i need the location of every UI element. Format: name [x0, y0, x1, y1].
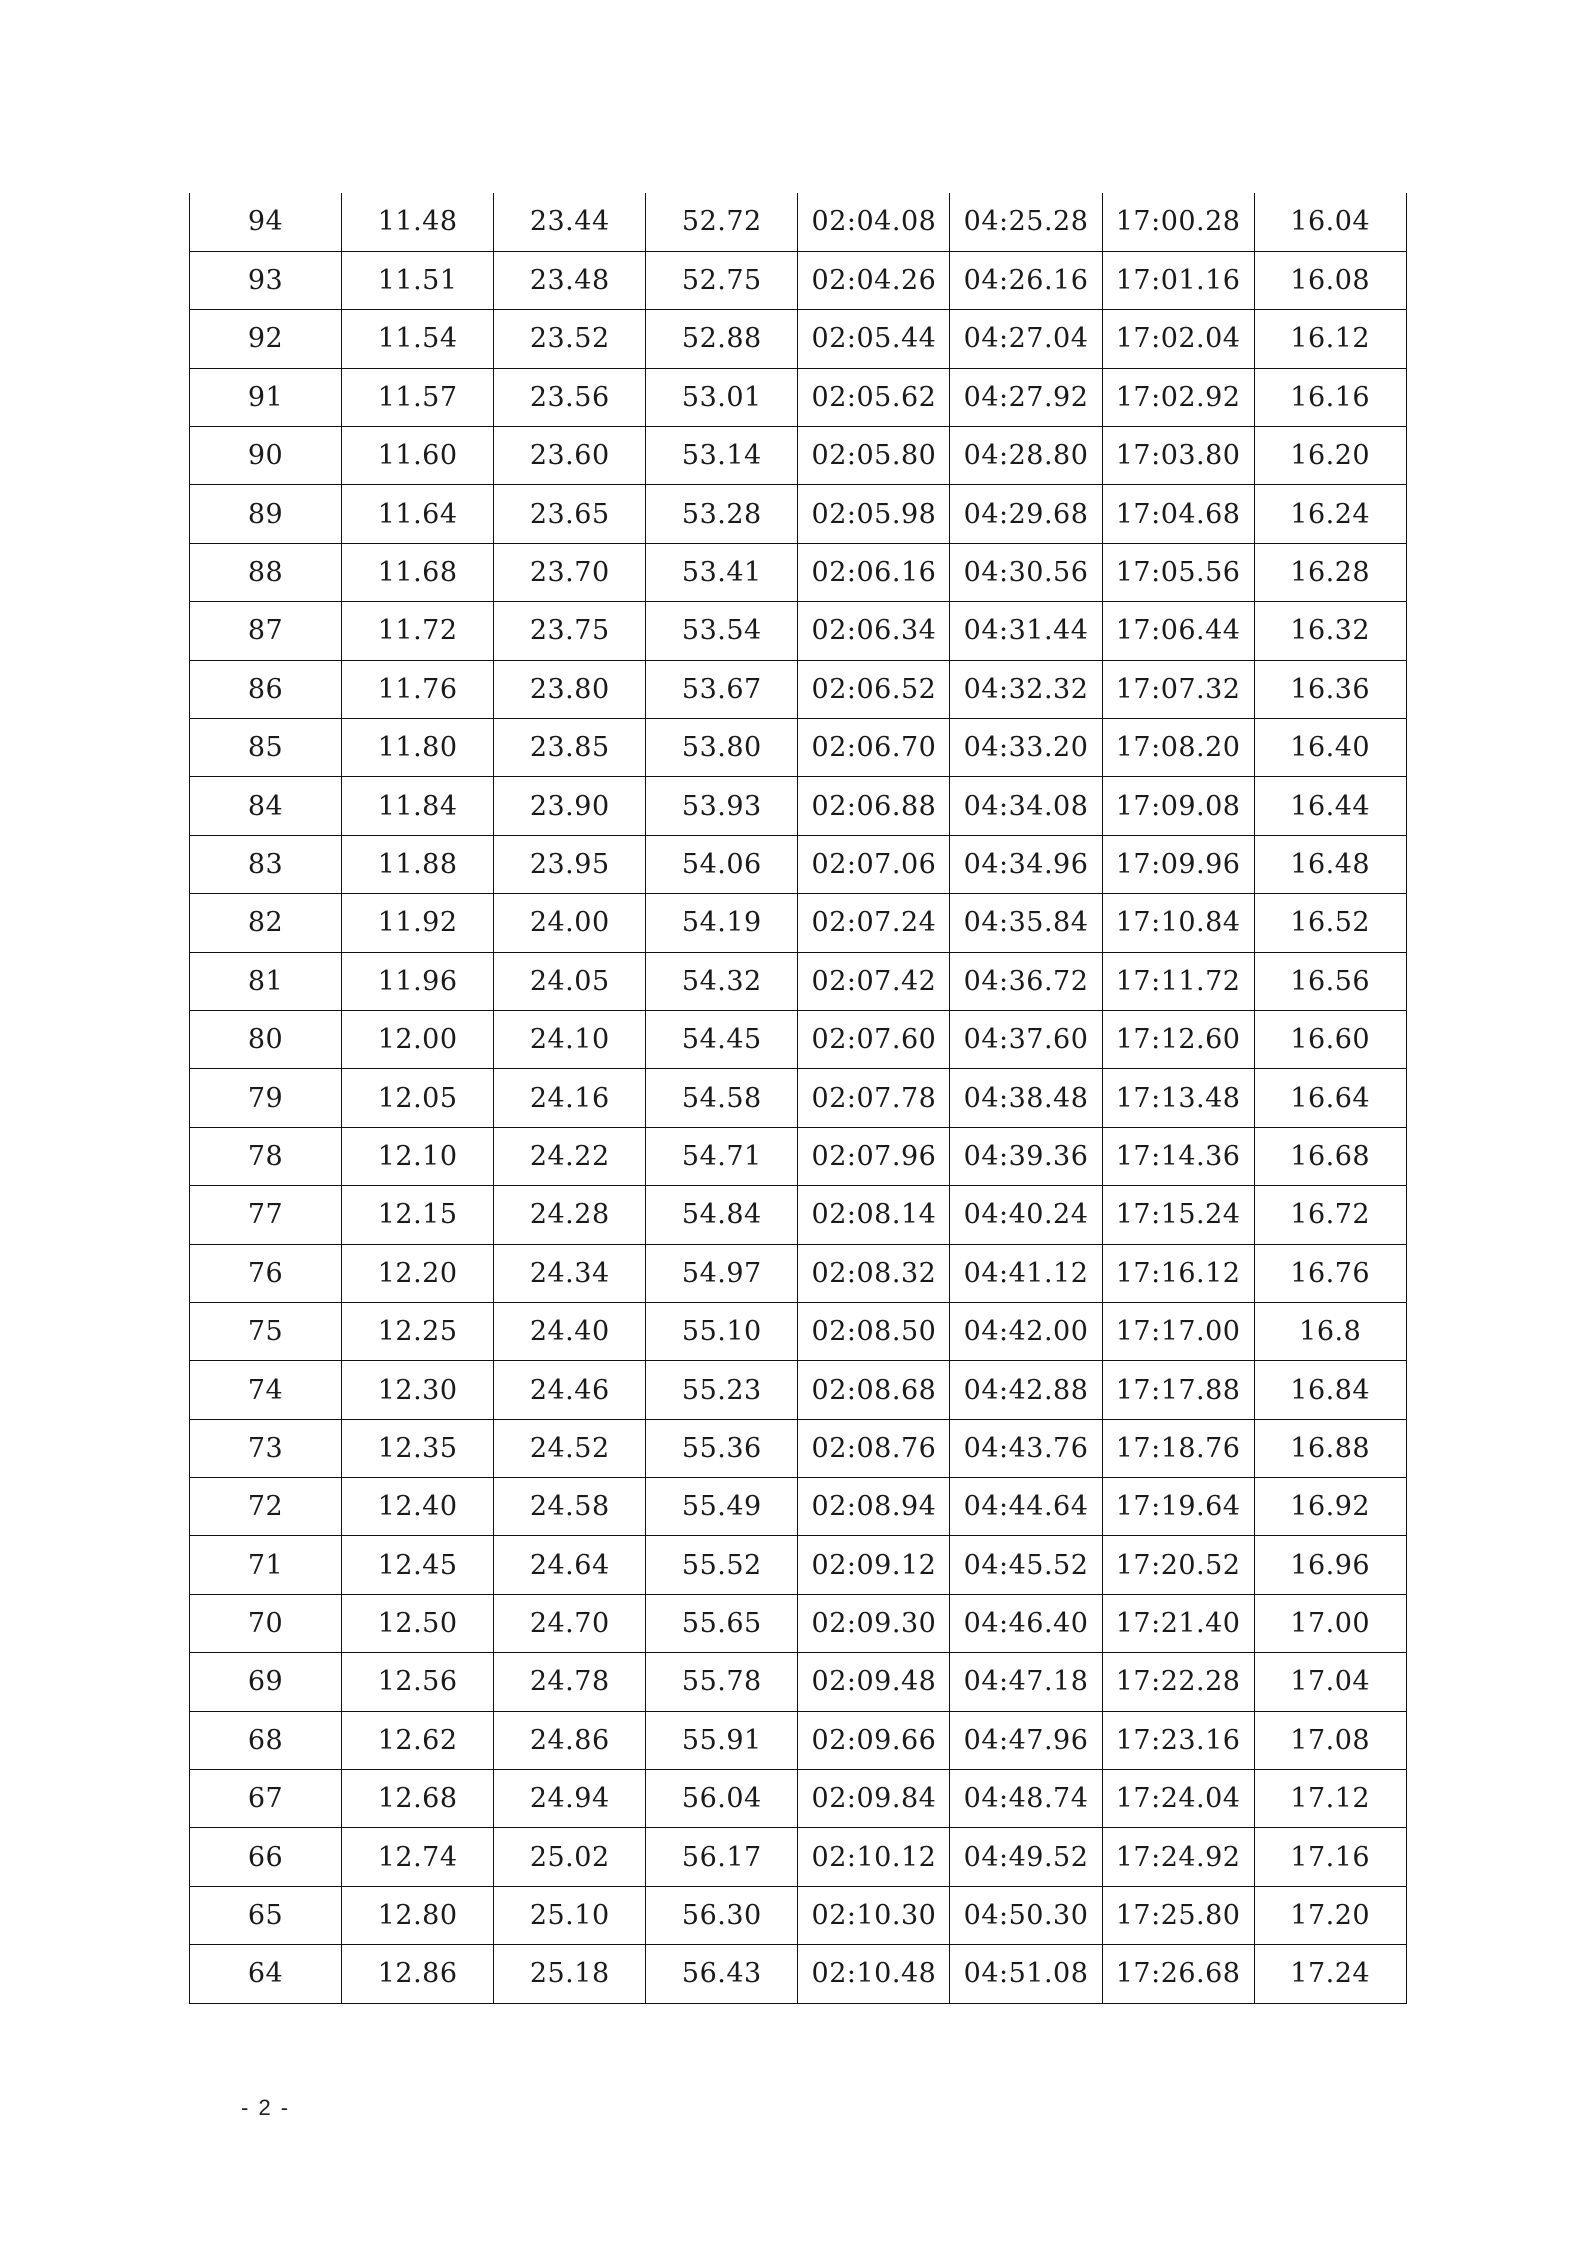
value-cell: 23.85: [494, 719, 646, 777]
value-cell: 17:00.28: [1102, 193, 1254, 251]
value-cell: 23.70: [494, 543, 646, 601]
value-cell: 11.88: [342, 835, 494, 893]
value-cell: 04:34.96: [950, 835, 1102, 893]
score-table: [189, 193, 1407, 2004]
value-cell: 12.45: [342, 1536, 494, 1594]
value-cell: 17:09.08: [1102, 777, 1254, 835]
value-cell: 04:37.60: [950, 1010, 1102, 1068]
value-cell: 52.72: [646, 193, 798, 251]
value-cell: 16.52: [1254, 894, 1406, 952]
value-cell: 04:27.04: [950, 310, 1102, 368]
value-cell: 54.71: [646, 1127, 798, 1185]
score-cell: 79: [190, 1069, 342, 1127]
value-cell: 24.10: [494, 1010, 646, 1068]
value-cell: 04:39.36: [950, 1127, 1102, 1185]
value-cell: 16.28: [1254, 543, 1406, 601]
value-cell: 04:38.48: [950, 1069, 1102, 1127]
value-cell: 02:04.26: [798, 251, 950, 309]
value-cell: 24.52: [494, 1419, 646, 1477]
value-cell: 11.92: [342, 894, 494, 952]
value-cell: 17:22.28: [1102, 1653, 1254, 1711]
table-row: [190, 1886, 1407, 1944]
value-cell: 16.08: [1254, 251, 1406, 309]
table-row: [190, 1653, 1407, 1711]
table-row: [190, 1828, 1407, 1886]
value-cell: 17:26.68: [1102, 1945, 1254, 2003]
value-cell: 02:05.44: [798, 310, 950, 368]
table-row: [190, 660, 1407, 718]
value-cell: 17:09.96: [1102, 835, 1254, 893]
value-cell: 04:36.72: [950, 952, 1102, 1010]
score-table-body: [190, 193, 1407, 2003]
value-cell: 54.32: [646, 952, 798, 1010]
value-cell: 16.40: [1254, 719, 1406, 777]
score-cell: 83: [190, 835, 342, 893]
value-cell: 56.43: [646, 1945, 798, 2003]
value-cell: 04:25.28: [950, 193, 1102, 251]
table-row: [190, 1711, 1407, 1769]
value-cell: 55.36: [646, 1419, 798, 1477]
table-row: [190, 1244, 1407, 1302]
score-cell: 87: [190, 602, 342, 660]
value-cell: 16.36: [1254, 660, 1406, 718]
value-cell: 53.41: [646, 543, 798, 601]
table-row: [190, 835, 1407, 893]
value-cell: 17:05.56: [1102, 543, 1254, 601]
table-row: [190, 368, 1407, 426]
value-cell: 02:07.24: [798, 894, 950, 952]
value-cell: 02:08.50: [798, 1302, 950, 1360]
score-cell: 89: [190, 485, 342, 543]
value-cell: 17.24: [1254, 1945, 1406, 2003]
value-cell: 52.88: [646, 310, 798, 368]
score-cell: 69: [190, 1653, 342, 1711]
value-cell: 17:12.60: [1102, 1010, 1254, 1068]
table-row: [190, 1127, 1407, 1185]
score-cell: 70: [190, 1594, 342, 1652]
table-row: [190, 602, 1407, 660]
table-row: [190, 310, 1407, 368]
score-cell: 90: [190, 427, 342, 485]
value-cell: 02:09.48: [798, 1653, 950, 1711]
value-cell: 02:10.48: [798, 1945, 950, 2003]
value-cell: 02:09.12: [798, 1536, 950, 1594]
value-cell: 11.76: [342, 660, 494, 718]
value-cell: 16.32: [1254, 602, 1406, 660]
value-cell: 16.68: [1254, 1127, 1406, 1185]
score-cell: 88: [190, 543, 342, 601]
value-cell: 11.48: [342, 193, 494, 251]
value-cell: 11.84: [342, 777, 494, 835]
value-cell: 54.84: [646, 1186, 798, 1244]
score-cell: 86: [190, 660, 342, 718]
value-cell: 17:16.12: [1102, 1244, 1254, 1302]
value-cell: 16.16: [1254, 368, 1406, 426]
value-cell: 12.86: [342, 1945, 494, 2003]
value-cell: 02:06.70: [798, 719, 950, 777]
value-cell: 23.60: [494, 427, 646, 485]
value-cell: 16.48: [1254, 835, 1406, 893]
value-cell: 17.16: [1254, 1828, 1406, 1886]
value-cell: 23.48: [494, 251, 646, 309]
score-cell: 73: [190, 1419, 342, 1477]
value-cell: 53.80: [646, 719, 798, 777]
value-cell: 55.52: [646, 1536, 798, 1594]
value-cell: 17:24.92: [1102, 1828, 1254, 1886]
value-cell: 16.8: [1254, 1302, 1406, 1360]
value-cell: 04:47.18: [950, 1653, 1102, 1711]
value-cell: 02:06.34: [798, 602, 950, 660]
value-cell: 16.88: [1254, 1419, 1406, 1477]
value-cell: 11.64: [342, 485, 494, 543]
value-cell: 12.56: [342, 1653, 494, 1711]
score-cell: 67: [190, 1770, 342, 1828]
value-cell: 16.84: [1254, 1361, 1406, 1419]
value-cell: 56.30: [646, 1886, 798, 1944]
value-cell: 17:18.76: [1102, 1419, 1254, 1477]
value-cell: 11.80: [342, 719, 494, 777]
value-cell: 04:30.56: [950, 543, 1102, 601]
value-cell: 02:06.88: [798, 777, 950, 835]
value-cell: 12.10: [342, 1127, 494, 1185]
score-cell: 85: [190, 719, 342, 777]
value-cell: 17:02.04: [1102, 310, 1254, 368]
value-cell: 02:09.66: [798, 1711, 950, 1769]
value-cell: 04:48.74: [950, 1770, 1102, 1828]
value-cell: 17:13.48: [1102, 1069, 1254, 1127]
value-cell: 24.00: [494, 894, 646, 952]
value-cell: 04:29.68: [950, 485, 1102, 543]
value-cell: 12.40: [342, 1478, 494, 1536]
table-row: [190, 543, 1407, 601]
value-cell: 54.58: [646, 1069, 798, 1127]
value-cell: 11.72: [342, 602, 494, 660]
value-cell: 55.91: [646, 1711, 798, 1769]
value-cell: 12.30: [342, 1361, 494, 1419]
table-row: [190, 777, 1407, 835]
value-cell: 16.12: [1254, 310, 1406, 368]
value-cell: 16.04: [1254, 193, 1406, 251]
value-cell: 24.22: [494, 1127, 646, 1185]
value-cell: 11.54: [342, 310, 494, 368]
value-cell: 24.16: [494, 1069, 646, 1127]
value-cell: 02:05.80: [798, 427, 950, 485]
value-cell: 53.14: [646, 427, 798, 485]
table-row: [190, 719, 1407, 777]
value-cell: 55.78: [646, 1653, 798, 1711]
value-cell: 17:15.24: [1102, 1186, 1254, 1244]
score-cell: 75: [190, 1302, 342, 1360]
table-row: [190, 485, 1407, 543]
score-cell: 92: [190, 310, 342, 368]
value-cell: 17:02.92: [1102, 368, 1254, 426]
table-row: [190, 1419, 1407, 1477]
value-cell: 02:05.62: [798, 368, 950, 426]
value-cell: 56.04: [646, 1770, 798, 1828]
score-cell: 78: [190, 1127, 342, 1185]
value-cell: 23.75: [494, 602, 646, 660]
table-row: [190, 1361, 1407, 1419]
value-cell: 53.67: [646, 660, 798, 718]
value-cell: 02:09.84: [798, 1770, 950, 1828]
value-cell: 02:06.16: [798, 543, 950, 601]
value-cell: 23.80: [494, 660, 646, 718]
value-cell: 04:47.96: [950, 1711, 1102, 1769]
value-cell: 04:33.20: [950, 719, 1102, 777]
score-cell: 93: [190, 251, 342, 309]
value-cell: 04:50.30: [950, 1886, 1102, 1944]
table-row: [190, 952, 1407, 1010]
value-cell: 04:42.88: [950, 1361, 1102, 1419]
score-cell: 72: [190, 1478, 342, 1536]
value-cell: 02:08.14: [798, 1186, 950, 1244]
value-cell: 04:27.92: [950, 368, 1102, 426]
value-cell: 16.96: [1254, 1536, 1406, 1594]
value-cell: 02:08.68: [798, 1361, 950, 1419]
value-cell: 17.12: [1254, 1770, 1406, 1828]
value-cell: 24.05: [494, 952, 646, 1010]
value-cell: 04:31.44: [950, 602, 1102, 660]
score-cell: 68: [190, 1711, 342, 1769]
value-cell: 24.86: [494, 1711, 646, 1769]
value-cell: 54.06: [646, 835, 798, 893]
value-cell: 12.05: [342, 1069, 494, 1127]
value-cell: 25.10: [494, 1886, 646, 1944]
table-row: [190, 427, 1407, 485]
value-cell: 12.50: [342, 1594, 494, 1652]
value-cell: 17:14.36: [1102, 1127, 1254, 1185]
value-cell: 04:32.32: [950, 660, 1102, 718]
score-cell: 64: [190, 1945, 342, 2003]
value-cell: 04:26.16: [950, 251, 1102, 309]
value-cell: 24.40: [494, 1302, 646, 1360]
value-cell: 12.35: [342, 1419, 494, 1477]
value-cell: 02:09.30: [798, 1594, 950, 1652]
value-cell: 11.68: [342, 543, 494, 601]
value-cell: 17:07.32: [1102, 660, 1254, 718]
value-cell: 23.52: [494, 310, 646, 368]
value-cell: 24.34: [494, 1244, 646, 1302]
value-cell: 53.54: [646, 602, 798, 660]
score-cell: 74: [190, 1361, 342, 1419]
value-cell: 53.28: [646, 485, 798, 543]
value-cell: 55.65: [646, 1594, 798, 1652]
value-cell: 25.02: [494, 1828, 646, 1886]
value-cell: 04:34.08: [950, 777, 1102, 835]
table-row: [190, 251, 1407, 309]
value-cell: 54.45: [646, 1010, 798, 1068]
value-cell: 17.00: [1254, 1594, 1406, 1652]
value-cell: 55.49: [646, 1478, 798, 1536]
value-cell: 04:35.84: [950, 894, 1102, 952]
value-cell: 23.56: [494, 368, 646, 426]
value-cell: 02:07.78: [798, 1069, 950, 1127]
value-cell: 24.58: [494, 1478, 646, 1536]
value-cell: 17:17.88: [1102, 1361, 1254, 1419]
value-cell: 17:06.44: [1102, 602, 1254, 660]
value-cell: 12.80: [342, 1886, 494, 1944]
value-cell: 55.23: [646, 1361, 798, 1419]
value-cell: 17.08: [1254, 1711, 1406, 1769]
value-cell: 02:08.32: [798, 1244, 950, 1302]
score-cell: 66: [190, 1828, 342, 1886]
value-cell: 02:08.76: [798, 1419, 950, 1477]
table-row: [190, 1478, 1407, 1536]
value-cell: 17.04: [1254, 1653, 1406, 1711]
value-cell: 54.97: [646, 1244, 798, 1302]
table-row: [190, 1302, 1407, 1360]
value-cell: 17:19.64: [1102, 1478, 1254, 1536]
score-cell: 91: [190, 368, 342, 426]
value-cell: 11.57: [342, 368, 494, 426]
value-cell: 52.75: [646, 251, 798, 309]
value-cell: 23.95: [494, 835, 646, 893]
value-cell: 16.72: [1254, 1186, 1406, 1244]
table-row: [190, 1594, 1407, 1652]
value-cell: 24.46: [494, 1361, 646, 1419]
value-cell: 54.19: [646, 894, 798, 952]
value-cell: 04:49.52: [950, 1828, 1102, 1886]
value-cell: 23.44: [494, 193, 646, 251]
value-cell: 24.78: [494, 1653, 646, 1711]
score-cell: 84: [190, 777, 342, 835]
table-row: [190, 1069, 1407, 1127]
score-cell: 82: [190, 894, 342, 952]
score-cell: 76: [190, 1244, 342, 1302]
score-cell: 94: [190, 193, 342, 251]
value-cell: 17:23.16: [1102, 1711, 1254, 1769]
value-cell: 16.20: [1254, 427, 1406, 485]
table-row: [190, 894, 1407, 952]
value-cell: 24.70: [494, 1594, 646, 1652]
value-cell: 02:08.94: [798, 1478, 950, 1536]
table-row: [190, 1770, 1407, 1828]
value-cell: 12.62: [342, 1711, 494, 1769]
value-cell: 04:40.24: [950, 1186, 1102, 1244]
value-cell: 02:07.96: [798, 1127, 950, 1185]
value-cell: 16.44: [1254, 777, 1406, 835]
value-cell: 02:10.30: [798, 1886, 950, 1944]
value-cell: 12.25: [342, 1302, 494, 1360]
value-cell: 04:43.76: [950, 1419, 1102, 1477]
value-cell: 16.60: [1254, 1010, 1406, 1068]
value-cell: 17:25.80: [1102, 1886, 1254, 1944]
value-cell: 12.68: [342, 1770, 494, 1828]
value-cell: 02:07.06: [798, 835, 950, 893]
value-cell: 04:44.64: [950, 1478, 1102, 1536]
score-cell: 65: [190, 1886, 342, 1944]
value-cell: 24.94: [494, 1770, 646, 1828]
value-cell: 04:28.80: [950, 427, 1102, 485]
value-cell: 16.24: [1254, 485, 1406, 543]
table-row: [190, 1010, 1407, 1068]
page-number: - 2 -: [241, 2095, 291, 2120]
value-cell: 17:11.72: [1102, 952, 1254, 1010]
value-cell: 04:42.00: [950, 1302, 1102, 1360]
table-row: [190, 1536, 1407, 1594]
value-cell: 02:06.52: [798, 660, 950, 718]
value-cell: 55.10: [646, 1302, 798, 1360]
value-cell: 25.18: [494, 1945, 646, 2003]
score-cell: 71: [190, 1536, 342, 1594]
value-cell: 12.74: [342, 1828, 494, 1886]
value-cell: 02:07.60: [798, 1010, 950, 1068]
value-cell: 53.93: [646, 777, 798, 835]
value-cell: 17:10.84: [1102, 894, 1254, 952]
value-cell: 56.17: [646, 1828, 798, 1886]
value-cell: 24.28: [494, 1186, 646, 1244]
value-cell: 04:45.52: [950, 1536, 1102, 1594]
score-cell: 80: [190, 1010, 342, 1068]
table-row: [190, 1945, 1407, 2003]
value-cell: 04:51.08: [950, 1945, 1102, 2003]
value-cell: 11.51: [342, 251, 494, 309]
table-row: [190, 1186, 1407, 1244]
value-cell: 12.15: [342, 1186, 494, 1244]
value-cell: 12.20: [342, 1244, 494, 1302]
value-cell: 02:10.12: [798, 1828, 950, 1886]
value-cell: 17:20.52: [1102, 1536, 1254, 1594]
value-cell: 11.60: [342, 427, 494, 485]
value-cell: 02:07.42: [798, 952, 950, 1010]
value-cell: 04:46.40: [950, 1594, 1102, 1652]
value-cell: 23.90: [494, 777, 646, 835]
value-cell: 17:17.00: [1102, 1302, 1254, 1360]
value-cell: 53.01: [646, 368, 798, 426]
value-cell: 16.92: [1254, 1478, 1406, 1536]
value-cell: 17:08.20: [1102, 719, 1254, 777]
value-cell: 11.96: [342, 952, 494, 1010]
value-cell: 23.65: [494, 485, 646, 543]
value-cell: 12.00: [342, 1010, 494, 1068]
value-cell: 16.76: [1254, 1244, 1406, 1302]
value-cell: 02:04.08: [798, 193, 950, 251]
value-cell: 17:04.68: [1102, 485, 1254, 543]
value-cell: 16.56: [1254, 952, 1406, 1010]
score-cell: 77: [190, 1186, 342, 1244]
value-cell: 24.64: [494, 1536, 646, 1594]
table-row: [190, 193, 1407, 251]
score-cell: 81: [190, 952, 342, 1010]
value-cell: 16.64: [1254, 1069, 1406, 1127]
value-cell: 17.20: [1254, 1886, 1406, 1944]
value-cell: 04:41.12: [950, 1244, 1102, 1302]
value-cell: 17:24.04: [1102, 1770, 1254, 1828]
value-cell: 17:01.16: [1102, 251, 1254, 309]
value-cell: 17:03.80: [1102, 427, 1254, 485]
value-cell: 17:21.40: [1102, 1594, 1254, 1652]
value-cell: 02:05.98: [798, 485, 950, 543]
